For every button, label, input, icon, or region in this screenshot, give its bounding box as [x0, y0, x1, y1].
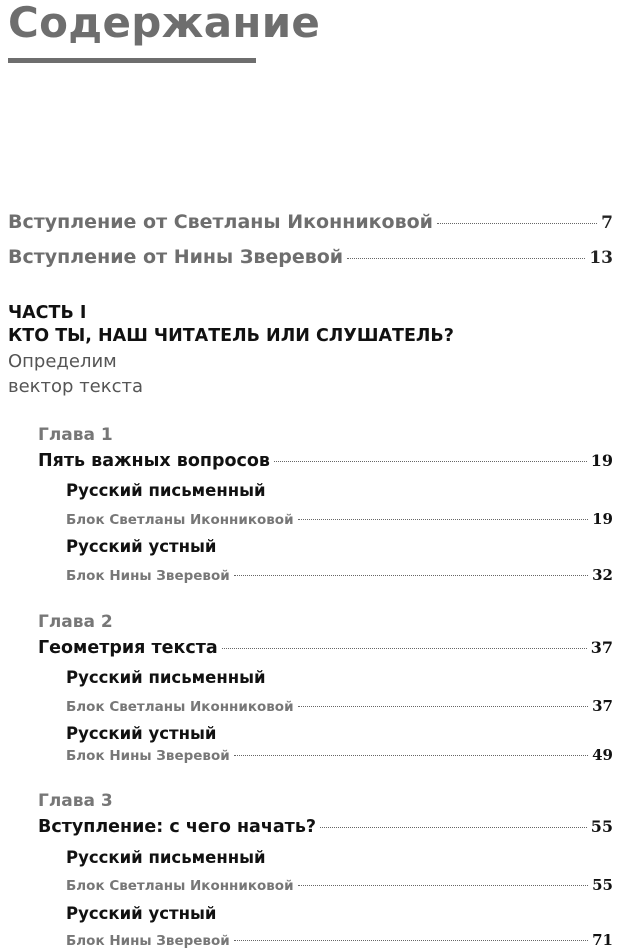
chapter-number: Глава 1: [38, 425, 113, 445]
section-title: Русский письменный: [66, 481, 266, 500]
toc-entry-page: 7: [601, 213, 613, 233]
part-number: ЧАСТЬ I: [8, 303, 87, 323]
chapter-title: Геометрия текста: [38, 638, 218, 658]
toc-entry-label: Вступление от Нины Зверевой: [8, 246, 344, 268]
toc-entry-page: 32: [592, 566, 613, 584]
leader-dots: [347, 258, 585, 259]
block-label: Блок Светланы Иконниковой: [66, 699, 294, 715]
toc-entry-page: 19: [590, 451, 613, 470]
toc-entry-page: 37: [590, 638, 613, 657]
toc-entry-intro-zvereva[interactable]: [8, 246, 613, 268]
block-label: Блок Нины Зверевой: [66, 568, 230, 584]
chapter-number: Глава 3: [38, 791, 113, 811]
block-label: Блок Светланы Иконниковой: [66, 878, 294, 894]
leader-dots: [234, 940, 588, 941]
toc-entry-block[interactable]: [66, 697, 613, 715]
section-title: Русский письменный: [66, 668, 266, 687]
leader-dots: [234, 575, 588, 576]
leader-dots: [320, 827, 587, 828]
toc-entry-chapter-1[interactable]: [38, 451, 613, 471]
page-title: Содержание: [8, 0, 321, 47]
section-title: Русский устный: [66, 724, 217, 743]
section-title: Русский устный: [66, 904, 217, 923]
toc-entry-block[interactable]: [66, 931, 613, 949]
section-title: Русский письменный: [66, 848, 266, 867]
toc-entry-page: 37: [592, 697, 613, 715]
toc-entry-page: 55: [592, 876, 613, 894]
block-label: Блок Нины Зверевой: [66, 933, 230, 949]
block-label: Блок Светланы Иконниковой: [66, 512, 294, 528]
part-subtitle-line-1: Определим: [8, 351, 117, 372]
part-title: КТО ТЫ, НАШ ЧИТАТЕЛЬ ИЛИ СЛУШАТЕЛЬ?: [8, 326, 454, 346]
toc-entry-chapter-2[interactable]: [38, 638, 613, 658]
toc-entry-page: 71: [592, 931, 613, 949]
toc-entry-page: 13: [589, 248, 613, 268]
toc-entry-block[interactable]: [66, 510, 613, 528]
toc-entry-page: 55: [590, 817, 613, 836]
leader-dots: [222, 648, 587, 649]
toc-entry-block[interactable]: [66, 746, 613, 764]
leader-dots: [298, 519, 589, 520]
toc-entry-block[interactable]: [66, 876, 613, 894]
leader-dots: [298, 706, 589, 707]
toc-entry-page: 19: [592, 510, 613, 528]
chapter-title: Пять важных вопросов: [38, 451, 270, 471]
title-underline: [8, 58, 256, 63]
leader-dots: [234, 755, 588, 756]
part-subtitle-line-2: вектор текста: [8, 376, 144, 397]
toc-entry-page: 49: [592, 746, 613, 764]
chapter-title: Вступление: с чего начать?: [38, 817, 317, 837]
toc-entry-label: Вступление от Светланы Иконниковой: [8, 211, 433, 233]
leader-dots: [274, 461, 587, 462]
leader-dots: [437, 223, 597, 224]
section-title: Русский устный: [66, 537, 217, 556]
leader-dots: [298, 885, 589, 886]
block-label: Блок Нины Зверевой: [66, 748, 230, 764]
toc-entry-block[interactable]: [66, 566, 613, 584]
toc-entry-chapter-3[interactable]: [38, 817, 613, 837]
toc-entry-intro-ikonnikova[interactable]: [8, 211, 613, 233]
chapter-number: Глава 2: [38, 612, 113, 632]
